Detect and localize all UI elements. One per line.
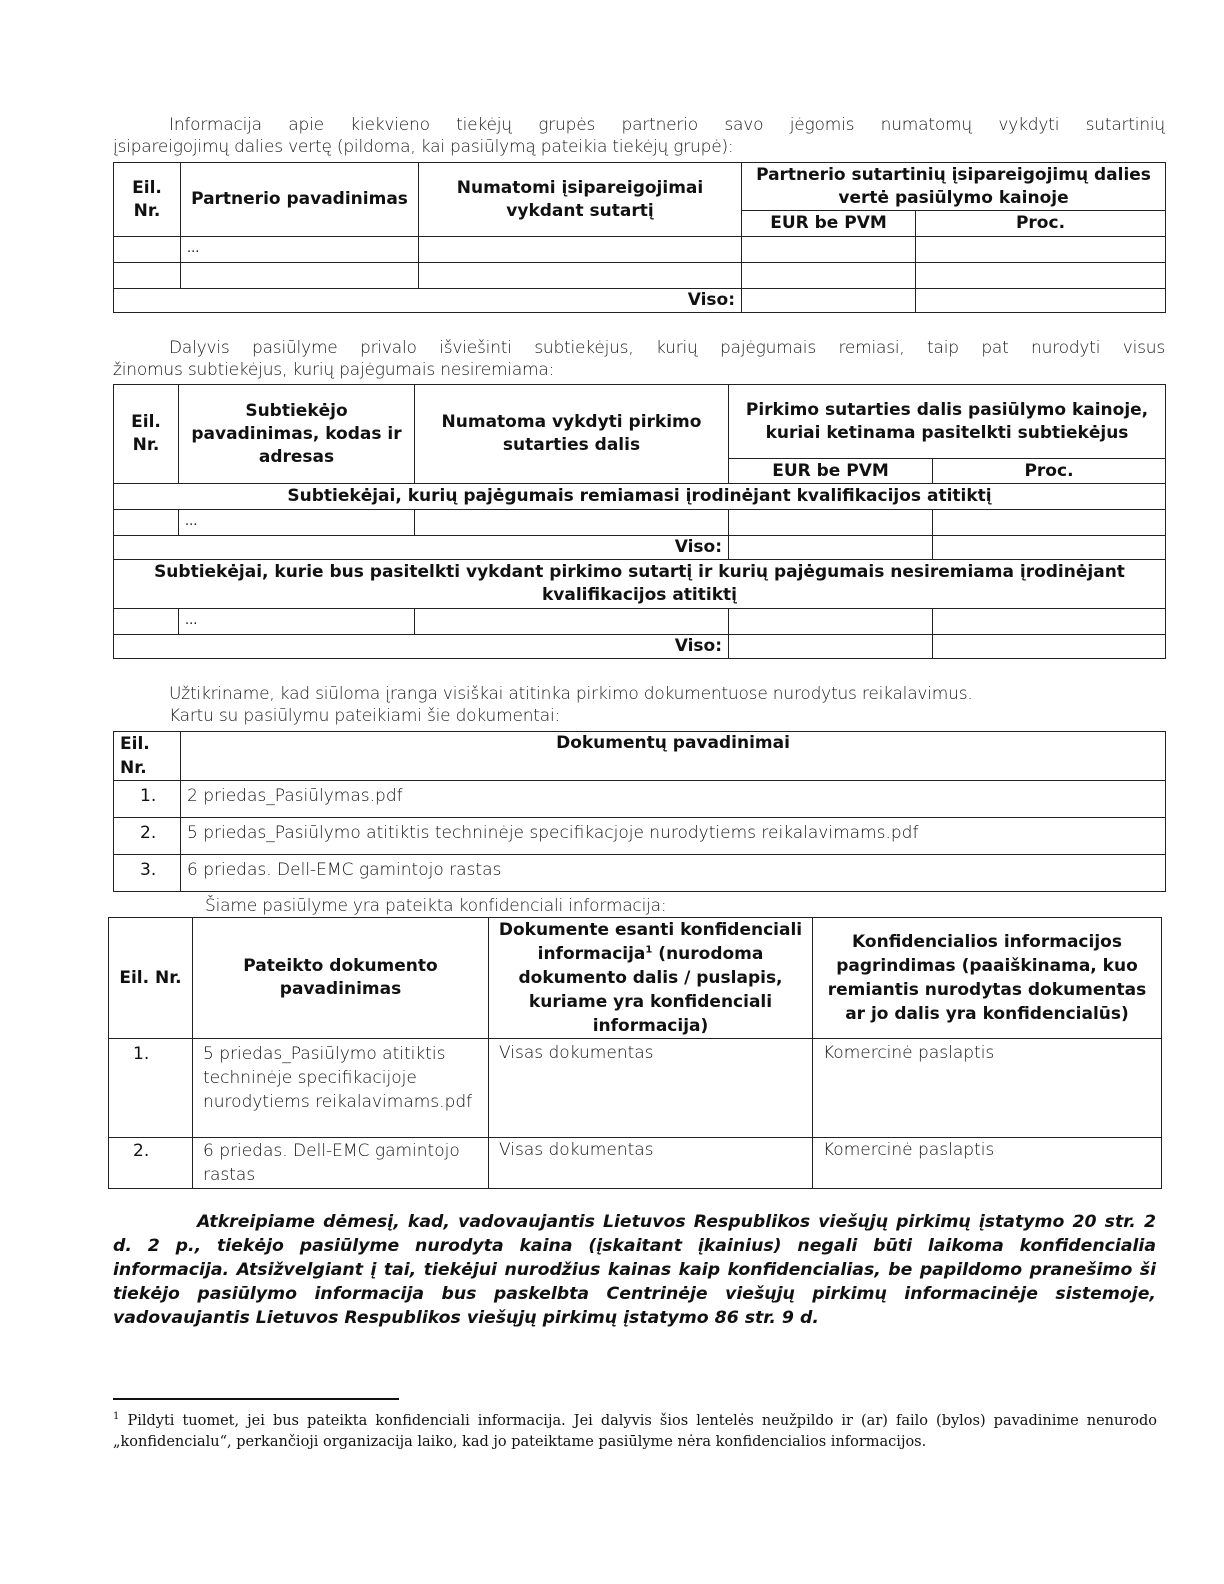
cell-reason[interactable]: Komercinė paslaptis <box>813 1039 1162 1138</box>
cell-conf[interactable]: Visas dokumentas <box>489 1039 813 1138</box>
cell-proc[interactable] <box>916 237 1166 263</box>
cell-subcontractor-name[interactable]: ... <box>179 510 415 536</box>
cell-doc-name[interactable]: 5 priedas_Pasiūlymo atitiktis techninėje specifikacjoje nurodytiems reikalavimams.pdf <box>181 818 1166 855</box>
cell-doc-name[interactable]: 6 priedas. Dell-EMC gamintojo rastas <box>181 855 1166 892</box>
total-row <box>114 635 1166 659</box>
header-eur: EUR be PVM <box>729 459 933 484</box>
group2-total-label: Viso: <box>114 635 729 659</box>
cell-doc-name[interactable]: 2 priedas_Pasiūlymas.pdf <box>181 781 1166 818</box>
header-contract-part: Numatoma vykdyti pirkimo sutarties dalis <box>415 385 729 484</box>
group2-total-eur[interactable] <box>729 635 933 659</box>
header-conf-info-detail: (nurodoma dokumento dalis / puslapis, kuriame yra konfidenciali informacija) <box>518 944 783 1036</box>
cell-eil[interactable] <box>114 237 181 263</box>
cell-eur[interactable] <box>729 609 933 635</box>
cell-partner-name[interactable] <box>181 263 419 289</box>
section3-intro-line2: Kartu su pasiūlymu pateikiami šie dokumentai: <box>169 706 561 726</box>
cell-eil[interactable] <box>114 510 179 536</box>
header-conf-info <box>489 918 813 1039</box>
header-value-group: Pirkimo sutarties dalis pasiūlymo kainoje, kuriai ketinama pasitelkti subtiekėjus <box>729 385 1166 459</box>
section2-intro <box>113 337 1165 381</box>
cell-eur[interactable] <box>729 510 933 536</box>
total-proc[interactable] <box>916 289 1166 313</box>
header-eil-nr: Eil. Nr. <box>109 918 193 1039</box>
table-row <box>114 263 1166 289</box>
header-justification: Konfidencialios informacijos pagrindimas (paaiškinama, kuo remiantis nurodytas dokumentas ar jo dalis yra konfidencialūs) <box>813 918 1162 1039</box>
cell-doc[interactable]: 5 priedas_Pasiūlymo atitiktis techninėje specifikacijoje nurodytiems reikalavimams.pdf <box>193 1039 489 1138</box>
section4-intro: Šiame pasiūlyme yra pateikta konfidenciali informacija: <box>205 896 667 916</box>
section3-intro <box>169 683 1169 727</box>
table-row <box>114 855 1166 892</box>
footnote <box>113 1411 1157 1453</box>
cell-proc[interactable] <box>933 609 1166 635</box>
header-doc-names: Dokumentų pavadinimai <box>181 732 1166 781</box>
cell-doc[interactable]: 6 priedas. Dell-EMC gamintojo rastas <box>193 1138 489 1189</box>
section2-intro-line2: žinomus subtiekėjus, kurių pajėgumais nesiremiama: <box>113 360 555 380</box>
header-proc: Proc. <box>933 459 1166 484</box>
cell-subcontractor-name[interactable]: ... <box>179 609 415 635</box>
header-partner-name: Partnerio pavadinimas <box>181 163 419 237</box>
table-row <box>109 1138 1162 1189</box>
section1-intro <box>113 114 1165 158</box>
cell-contract-part[interactable] <box>415 609 729 635</box>
cell-eil: 1. <box>109 1039 193 1138</box>
group2-title: Subtiekėjai, kurie bus pasitelkti vykdant pirkimo sutartį ir kurių pajėgumais nesiremiama įrodinėjant kvalifikacijos atitiktį <box>114 560 1166 609</box>
table-row <box>114 510 1166 536</box>
cell-eil: 3. <box>114 855 181 892</box>
footnote-marker: 1 <box>113 1411 120 1423</box>
cell-eil[interactable] <box>114 609 179 635</box>
header-proc: Proc. <box>916 211 1166 237</box>
cell-eil: 2. <box>109 1138 193 1189</box>
header-subcontractor-name: Subtiekėjo pavadinimas, kodas ir adresas <box>179 385 415 484</box>
total-row <box>114 289 1166 313</box>
table-row <box>109 1039 1162 1138</box>
header-eil-nr: Eil. Nr. <box>114 732 181 781</box>
table-row <box>114 781 1166 818</box>
confidential-table <box>108 917 1162 1189</box>
cell-eur[interactable] <box>742 263 916 289</box>
total-row <box>114 536 1166 560</box>
header-eil-nr: Eil. Nr. <box>114 385 179 484</box>
group1-total-eur[interactable] <box>729 536 933 560</box>
partners-table <box>113 162 1166 313</box>
cell-contract-part[interactable] <box>415 510 729 536</box>
subcontractors-table <box>113 384 1166 659</box>
table-row <box>114 818 1166 855</box>
cell-proc[interactable] <box>916 263 1166 289</box>
cell-commitments[interactable] <box>419 263 742 289</box>
cell-reason[interactable]: Komercinė paslaptis <box>813 1138 1162 1189</box>
header-eil-nr: Eil. Nr. <box>114 163 181 237</box>
section3-intro-line1: Užtikriname, kad siūloma įranga visiškai atitinka pirkimo dokumentuose nurodytus reikalavimus. <box>169 684 973 704</box>
header-doc-name: Pateikto dokumento pavadinimas <box>193 918 489 1039</box>
group1-title: Subtiekėjai, kurių pajėgumais remiamasi įrodinėjant kvalifikacijos atitiktį <box>114 484 1166 510</box>
footnote-separator <box>113 1398 399 1400</box>
cell-eil: 2. <box>114 818 181 855</box>
header-conf-info-main: Dokumente esanti konfidenciali informacija <box>498 920 803 964</box>
section1-intro-line1: Informacija apie kiekvieno tiekėjų grupės partnerio savo jėgomis numatomų vykdyti sutartinių <box>169 115 1165 135</box>
header-value-group: Partnerio sutartinių įsipareigojimų dalies vertė pasiūlymo kainoje <box>742 163 1166 211</box>
footnote-ref: 1 <box>645 944 653 956</box>
group2-total-proc[interactable] <box>933 635 1166 659</box>
price-confidentiality-notice: Atkreipiame dėmesį, kad, vadovaujantis Lietuvos Respublikos viešųjų pirkimų įstatymo 20 str. 2 d. 2 p., tiekėjo pasiūlyme nurodyta kaina (įskaitant įkainius) negali būti laikoma konfidencialia informacija. Atsižvelgiant į tai, tiekėjui nurodžius kainas kaip konfidencialias, be papildomo pranešimo ši tiekėjo pasiūlymo informacija bus paskelbta Centrinėje viešųjų pirkimų informacinėje sistemoje, vadovaujantis Lietuvos Respublikos viešųjų pirkimų įstatymo 86 str. 9 d. <box>113 1212 1156 1328</box>
total-eur[interactable] <box>742 289 916 313</box>
header-commitments: Numatomi įsipareigojimai vykdant sutartį <box>419 163 742 237</box>
header-eur: EUR be PVM <box>742 211 916 237</box>
footnote-text: Pildyti tuomet, jei bus pateikta konfidenciali informacija. Jei dalyvis šios lentelės neužpildo ir (ar) failo (bylos) pavadinime nenurodo „konfidencialu“, perkančioji organizacija laiko, kad jo pateiktame pasiūlyme nėra konfidencialios informacijos. <box>113 1413 1157 1450</box>
group1-total-label: Viso: <box>114 536 729 560</box>
cell-commitments[interactable] <box>419 237 742 263</box>
documents-table <box>113 731 1166 892</box>
cell-eur[interactable] <box>742 237 916 263</box>
cell-proc[interactable] <box>933 510 1166 536</box>
total-label: Viso: <box>114 289 742 313</box>
section1-intro-line2: įsipareigojimų dalies vertę (pildoma, kai pasiūlymą pateikia tiekėjų grupė): <box>113 137 734 157</box>
table-row <box>114 609 1166 635</box>
cell-eil: 1. <box>114 781 181 818</box>
section2-intro-line1: Dalyvis pasiūlyme privalo išviešinti subtiekėjus, kurių pajėgumais remiasi, taip pat nurodyti visus <box>169 338 1165 358</box>
cell-partner-name[interactable]: ... <box>181 237 419 263</box>
cell-eil[interactable] <box>114 263 181 289</box>
cell-conf[interactable]: Visas dokumentas <box>489 1138 813 1189</box>
table-row <box>114 237 1166 263</box>
group1-total-proc[interactable] <box>933 536 1166 560</box>
